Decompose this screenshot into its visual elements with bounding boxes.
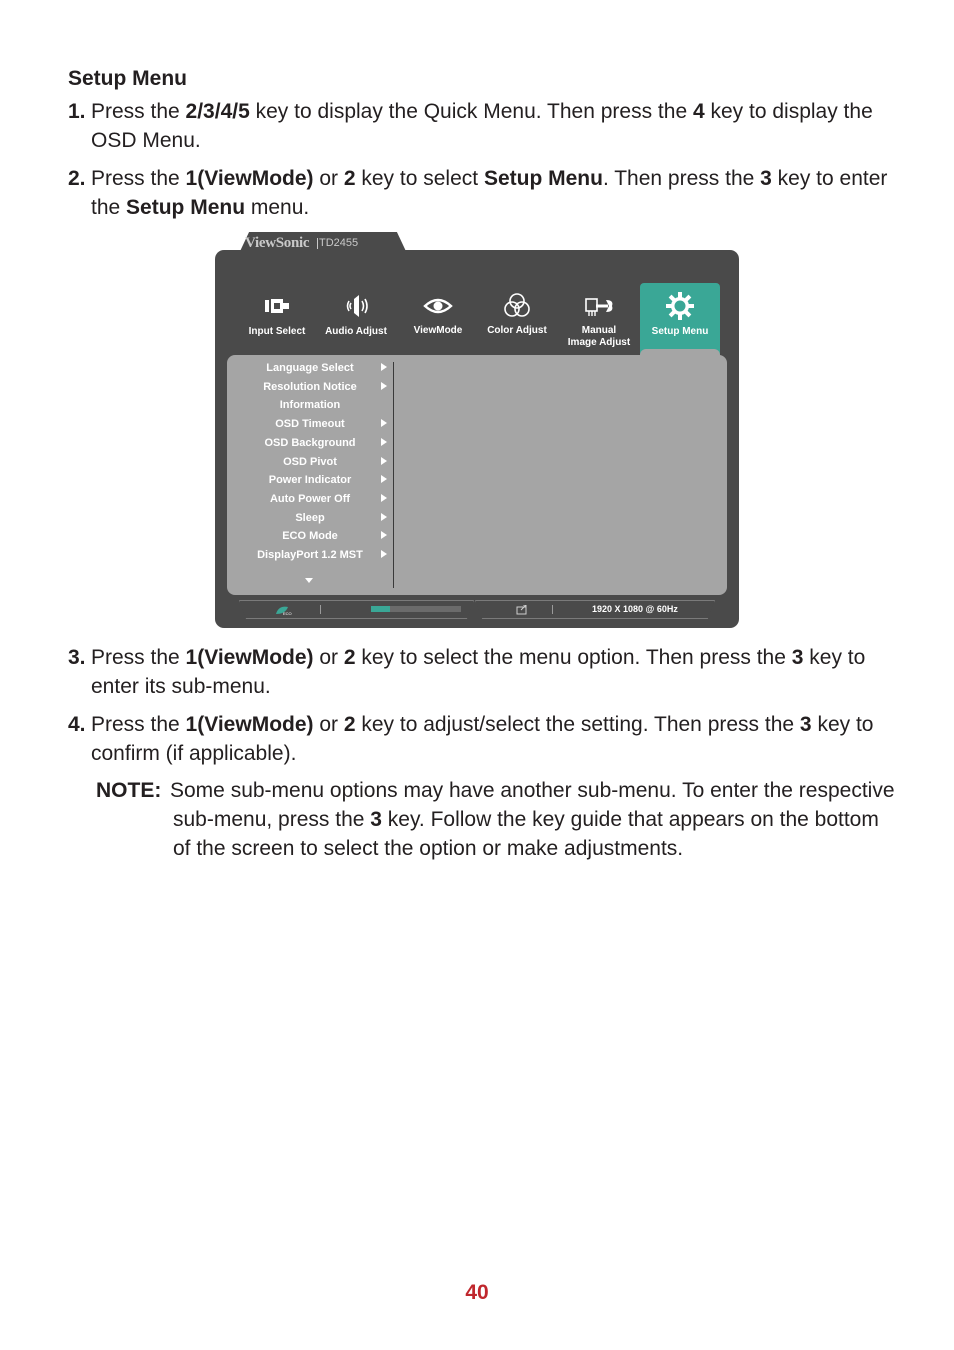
status-separator [552,605,553,614]
brand-separator [317,238,318,249]
page-number: 40 [465,1281,489,1304]
submenu-arrow-icon [381,550,387,558]
step-text: or [313,713,344,736]
osd-menu-viewmode[interactable] [398,283,478,363]
resolution-readout: 1920 X 1080 @ 60Hz [592,604,678,614]
osd-list-item-label: OSD Pivot [283,455,337,468]
input-select-icon [262,291,292,321]
osd-list-item[interactable] [227,359,393,377]
osd-list-item-label: OSD Background [264,436,356,449]
osd-list-item-label: Information [279,399,341,412]
osd-list-item[interactable] [227,527,393,545]
color-icon [502,291,532,321]
submenu-arrow-icon [381,531,387,539]
osd-list-item-label: DisplayPort 1.2 MST [257,549,363,561]
key-emphasis: 2/3/4/5 [185,100,250,123]
step-text: key to select the menu option. Then press the [355,646,792,669]
osd-list-item[interactable] [227,415,393,433]
model-name: TD2455 [319,237,359,249]
submenu-arrow-icon [381,382,387,390]
osd-menu-label: ViewMode [413,325,463,336]
eye-icon [423,291,453,321]
osd-menu-label: Color Adjust [487,325,547,336]
key-emphasis: 3 [760,167,772,190]
submenu-arrow-icon [381,494,387,502]
status-bar [239,600,715,618]
step-number: 3. [68,646,86,669]
eco-leaf-icon [274,604,292,616]
gear-icon [665,291,695,321]
osd-menu-label: Audio Adjust [325,326,387,337]
list-divider [393,362,394,588]
key-emphasis: 1(ViewMode) [185,713,314,736]
step-text: key to enter the [91,167,888,219]
wrench-icon [584,291,614,321]
osd-menu-label: Setup Menu [651,326,709,337]
submenu-arrow-icon [381,363,387,371]
osd-menu-figure [215,232,739,628]
osd-body [215,250,739,628]
step-body [91,710,898,768]
step-1 [68,97,898,155]
status-left [239,600,474,619]
svg-text:ECO: ECO [283,611,292,616]
step-text: menu. [245,196,310,219]
osd-list-item[interactable] [227,378,393,396]
osd-list-item[interactable] [227,546,393,564]
key-emphasis: 1(ViewMode) [185,167,314,190]
step-text: Press the [91,167,186,190]
osd-list-item-label: Power Indicator [268,474,352,487]
step-number: 4. [68,713,86,736]
step-text: Press the [91,646,186,669]
step-4 [68,710,898,768]
submenu-arrow-icon [381,475,387,483]
eco-progress-bar [371,606,461,612]
eco-progress-fill [371,606,390,612]
osd-menu-label: Manual Image Adjust [567,325,631,348]
key-emphasis: 4 [692,100,705,123]
osd-list-item[interactable] [227,396,393,414]
step-text: key to select [355,167,484,190]
osd-menu-input-select[interactable] [237,283,317,363]
osd-list-item[interactable] [227,453,393,471]
status-separator [320,605,321,614]
scroll-down-icon [305,578,313,583]
osd-list-item-label: Resolution Notice [263,380,357,393]
osd-list-item-label: ECO Mode [282,530,338,543]
step-text: or [313,646,344,669]
osd-list-item-label: OSD Timeout [275,418,345,431]
osd-list-item[interactable] [227,471,393,489]
step-text: . Then press the [602,167,761,190]
step-body [91,164,898,222]
step-text: key to confirm (if applicable). [91,713,874,765]
key-emphasis: 2 [343,167,356,190]
osd-list-item-label: Auto Power Off [269,492,351,505]
audio-icon [341,291,371,321]
step-text: Press the [91,713,186,736]
signal-input-icon [516,605,528,615]
osd-menu-manual-image-adjust[interactable] [559,283,639,363]
osd-list-item[interactable] [227,490,393,508]
key-emphasis: 2 [343,646,356,669]
step-text: key to adjust/select the setting. Then press the [355,713,800,736]
step-body [91,643,898,701]
note-text [170,776,896,863]
osd-list-item[interactable] [227,509,393,527]
step-2 [68,164,898,222]
step-3 [68,643,898,701]
step-text: key. Follow the key guide that appears on the bottom of the screen to select the option or make adjustments. [173,808,879,860]
note [96,776,896,863]
submenu-arrow-icon [381,438,387,446]
step-number: 2. [68,167,86,190]
step-number: 1. [68,100,86,123]
step-text: key to display the Quick Menu. Then press the [249,100,693,123]
osd-list-item-label: Language Select [266,362,354,374]
submenu-arrow-icon [381,457,387,465]
section-heading: Setup Menu [68,67,187,90]
submenu-arrow-icon [381,513,387,521]
step-body [91,97,898,155]
step-text: key to enter its sub-menu. [91,646,866,698]
note-label: NOTE: [96,779,162,802]
osd-menu-color-adjust[interactable] [477,283,557,363]
step-text: Press the [91,100,186,123]
osd-menu-audio-adjust[interactable] [316,283,396,363]
osd-list-item-label: Sleep [295,511,325,524]
osd-list-item[interactable] [227,434,393,452]
step-text: Some sub-menu options may have another sub-menu. To enter the respective sub-menu, press the [170,779,895,831]
submenu-arrow-icon [381,419,387,427]
key-emphasis: 3 [370,808,382,831]
key-emphasis: 3 [799,713,812,736]
key-emphasis: 2 [343,713,356,736]
key-emphasis: 1(ViewMode) [185,646,314,669]
step-text: or [313,167,344,190]
key-emphasis: Setup Menu [483,167,603,190]
key-emphasis: Setup Menu [126,196,246,219]
key-emphasis: 3 [791,646,804,669]
osd-menu-label: Input Select [248,326,306,337]
brand-logo: ViewSonic [245,235,310,251]
step-text: key to display the OSD Menu. [91,100,873,152]
